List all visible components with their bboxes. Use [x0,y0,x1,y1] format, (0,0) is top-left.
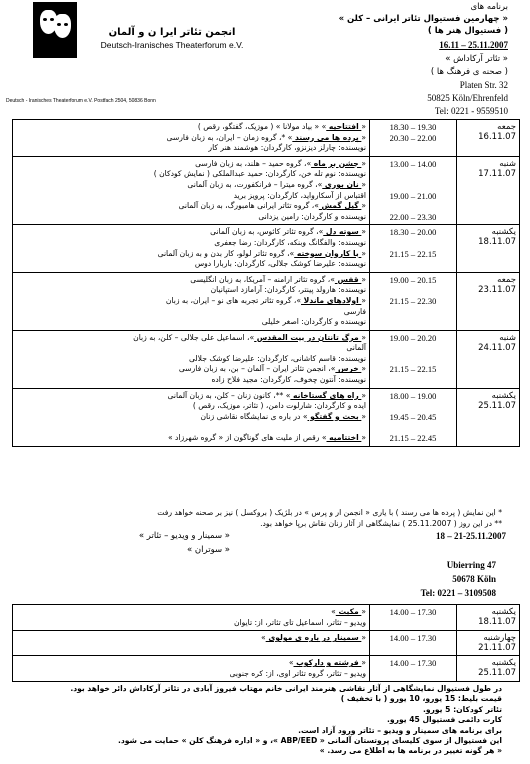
seminar-row [13,631,520,656]
seminar-details [13,605,370,631]
event-title: قفس [334,274,362,284]
event-details [13,156,370,225]
event-times [370,388,457,446]
event-details [13,120,370,157]
event-title: مرگ تانتان در بیت المقدس [254,332,362,342]
note-2: ** در این روز ( 25.11.2007 ) نمایشگاهی از آثار زنان نقاش برپا خواهد بود. [260,519,502,528]
event-time [373,201,453,212]
event-line: « سوته دل »، گروه تئاتر کائوس، به زبان آلمانی [210,227,366,237]
seminar-city: 50678 Köln [452,574,496,584]
event-line: آلمانی [346,343,366,353]
event-line: نویسنده: آنتون چخوف، کارگردان: مجید فلاح زاده [211,375,366,385]
event-line: « افتتاحیه » « بیاد مولانا » ( موزیک، گفتگو، رقص ) [197,122,366,131]
event-title: سمینار در باره ی مولوی [265,633,362,643]
event-line: نویسنده و کارگردان: رامین یزدانی [258,211,366,221]
event-line: نویسنده: هارولد پینتر، کارگردان: آرامازد استپانیان [210,285,366,295]
seminar-time: 14.00 – 17.30 [370,605,457,631]
event-day: جمعه 23.11.07 [457,272,520,330]
event-line: « خرس »، انجمن تئاتر ایران – آلمان – بن، به زبان فارسی [178,364,366,374]
event-time [373,401,453,412]
event-time: 13.00 – 14.00 [389,158,437,169]
event-time: 18.00 – 19.00 [389,390,437,401]
event-times [370,120,457,157]
seminar-table [12,604,520,682]
theater-masks-logo [33,2,77,58]
schedule-row [13,225,520,272]
footer-line: تئاتر کودکان: 5 یورو. [422,704,502,714]
seminar-day: یکشنبه 18.11.07 [457,605,520,631]
seminar-line: « فرشته و دارکوب » [288,658,366,668]
event-details [13,225,370,272]
event-line: نویسنده: والفگانگ وبنکه، کارگردان: رضا جعفری [214,237,366,247]
event-times [370,156,457,225]
event-time: 20.30 – 22.00 [389,132,437,143]
event-details [13,330,370,388]
event-title: اختتامیه [326,433,362,443]
postal-address: Deutsch - Iranisches Theaterforum e.V. Postfach 2504, 50836 Bonn [6,98,156,104]
event-title: خرس [335,364,362,374]
event-day: شنبه 17.11.07 [457,156,520,225]
seminar-line: « سمینار در باره ی مولوی » [261,633,366,643]
footer-line: قیمت بلیط: 15 یورو، 10 یورو ( با تخفیف ) [340,694,502,704]
seminar-phone: Tel: 0221 – 3109508 [420,588,496,598]
event-day: یکشنبه 25.11.07 [457,388,520,446]
event-line: اقتباس از آسکارواید، کارگردان: پرویز برید [233,190,366,200]
seminar-day: یکشنبه 25.11.07 [457,656,520,682]
schedule-row [13,272,520,330]
seminar-title: « سمینار و ویدیو – تئاتر » [138,531,230,541]
event-time [373,422,453,433]
seminar-street: Ubierring 47 [446,560,496,570]
event-line: « گیل گمش »، گروه تئاتر ایرانی هامبورگ، به زبان آلمانی [178,201,366,211]
event-line: ایده و کارگردان: شارلوت دامن، ( تئاتر، موزیک، رقص ) [192,401,366,411]
venue-city: 50825 Köln/Ehrenfeld [427,93,508,103]
event-time: 21.15 – 22.30 [389,295,437,306]
event-title: پرده ها می رسند [292,132,362,142]
seminar-line: « مکبث » [331,607,366,616]
schedule-table [12,119,520,447]
event-time: 18.30 – 19.30 [389,122,437,132]
event-title: اولادهای ماندلا [301,295,362,305]
seminar-time: 14.00 – 17.30 [370,631,457,656]
festival-subtitle: ( فستیوال هنر ها ) [427,26,508,36]
seminar-row [13,605,520,631]
event-title: با کاروان سوخته [294,248,362,258]
event-title: مکبث [335,607,362,616]
schedule-row [13,388,520,446]
event-times [370,272,457,330]
event-time [373,354,453,365]
event-line: « بحث و گفتگو » در باره ی نمایشگاه نقاشی زنان [200,411,366,421]
event-time: 22.00 – 23.30 [389,211,437,222]
event-time [373,285,453,296]
event-line: « راه های گستاخانه » **، کانون زنان – کلن، به زبان آلمانی [167,390,366,400]
event-time [373,238,453,249]
event-title: راه های گستاخانه [290,390,362,400]
event-time [373,180,453,191]
event-line: نویسنده: نوم تله خن، کارگردان: حمید عبدالملکی ( نمایش کودکان ) [153,169,366,179]
note-1: * این نمایش ( پرده ها می رسند ) با یاری « انجمن ار و پرس » در بلژیک ( بروکسل ) نیز بر صحنه خواهد رفت [157,508,502,517]
seminar-dates: 18 – 21-25.11.2007 [435,531,506,541]
event-line: « قفس »، گروه تئاتر ارامنه – آمریکا، به زبان انگلیسی [190,274,366,284]
schedule-row [13,120,520,157]
event-time [373,169,453,180]
org-name-de: Deutsch-Iranisches Theaterforum e.V. [100,40,244,50]
event-time: 19.00 – 21.00 [389,190,437,201]
seminar-details [13,656,370,682]
event-title: گیل گمش [318,201,362,211]
event-day: یکشنبه 18.11.07 [457,225,520,272]
event-line: نویسنده: قاسم کاشانی، کارگردان: علیرضا کوشک جلالی [189,353,366,363]
venue-phone: Tel: 0221 - 9559510 [434,106,508,116]
seminar-time: 14.00 – 17.30 [370,656,457,682]
festival-title: « چهارمین فستیوال تئاتر ایرانی – کلن » [338,14,508,24]
event-details [13,272,370,330]
event-times [370,330,457,388]
event-title: افتتاحیه [326,122,362,131]
event-day: جمعه 16.11.07 [457,120,520,157]
event-title: سوته دل [323,227,362,237]
event-line: « مرگ تانتان در بیت المقدس »، اسماعیل علی جلالی – کلن، به زبان [133,332,366,342]
event-line: نویسنده و کارگردان: اصغر خلیلی [261,317,366,327]
seminar-details [13,631,370,656]
venue-subtitle: ( صحنه ی فرهنگ ها ) [430,67,508,77]
footer-line: در طول فستیوال نمایشگاهی از آثار نقاشی هنرمند ایرانی خانم مهتاب فیروز آبادی در تئاتر آرکاداش دائر خواهد بود. [70,684,502,693]
event-line: « پرده ها می رسند » *، گروه زمان – ایران، به زبان فارسی [166,132,366,142]
org-name-fa: انجمن تئاتر ایرا ن و آلمان [108,27,236,38]
event-details [13,388,370,446]
event-time: 19.00 – 20.20 [389,332,437,343]
event-time: 21.15 – 22.45 [389,433,437,444]
header-line1: برنامه های [470,2,508,12]
seminar-venue: « سوتران » [187,545,230,555]
event-time: 21.15 – 22.15 [389,248,437,259]
event-line: فارسی [343,306,366,316]
event-title: فرشته و دارکوب [293,658,362,668]
footer-line: کارت دائمی فستیوال 45 یورو. [387,715,502,725]
event-line: نویسنده: علیرضا کوشک جلالی، کارگردان: باربارا دوس [194,259,366,269]
event-line: « اولادهای ماندلا »، گروه تئاتر تجربه های نو – ایران، به زبان [165,295,366,305]
event-line [16,422,366,433]
seminar-day: چهارشنبه 21.11.07 [457,631,520,656]
event-times [370,225,457,272]
event-title: بحث و گفتگو [307,411,362,421]
event-time: 18.30 – 20.00 [389,227,437,238]
venue-name: « تئاتر آرکاداش » [445,54,508,64]
event-line: « نان بوری »، گروه میترا – فرانکفورت، به زبان آلمانی [187,179,366,189]
event-line: « جشن بر ماه »، گروه حمید – هلند، به زبان فارسی [195,158,366,168]
event-line: « با کاروان سوخته »، گروه تئاتر لولو، کار بدن و به زبان آلمانی [157,248,366,258]
footer-line: « هر گونه تغییر در برنامه ها به اطلاع می رسد. » [319,746,502,756]
event-title: جشن بر ماه [311,158,362,168]
schedule-row [13,156,520,225]
event-title: نان بوری [322,179,362,189]
seminar-line: ویدیو – تئاتر، گروه تئاتر اوی، از: کره جنوبی [229,668,366,678]
event-day: شنبه 24.11.07 [457,330,520,388]
event-time: 21.15 – 22.15 [389,364,437,375]
footer-line: برای برنامه های سمینار و ویدیو – تئاتر ورود آزاد است. [298,725,502,735]
event-time: 19.00 – 20.15 [389,274,437,285]
event-time [373,343,453,354]
event-time: 19.45 – 20.45 [389,411,437,422]
schedule-row [13,330,520,388]
festival-dates: 16.11 – 25.11.2007 [439,40,508,50]
seminar-row [13,656,520,682]
footer-info [22,684,502,757]
seminar-line: ویدیو – تئاتر، اسماعیل تای تئاتر، از: تایوان [233,617,366,627]
event-line: « اختتامیه » رقص از ملیت های گوناگون از « گروه شهرزاد » [167,433,366,443]
event-line: نویسنده: چارلز دیزنزو، کارگردان: هوشمند هنر کار [208,143,366,153]
footer-line: این فستیوال از سوی کلیسای پروتستان آلمانی « ABP/EED »، و « اداره فرهنگ کلن » حمایت می شود. [117,736,502,746]
venue-street: Platen Str. 32 [459,80,508,90]
